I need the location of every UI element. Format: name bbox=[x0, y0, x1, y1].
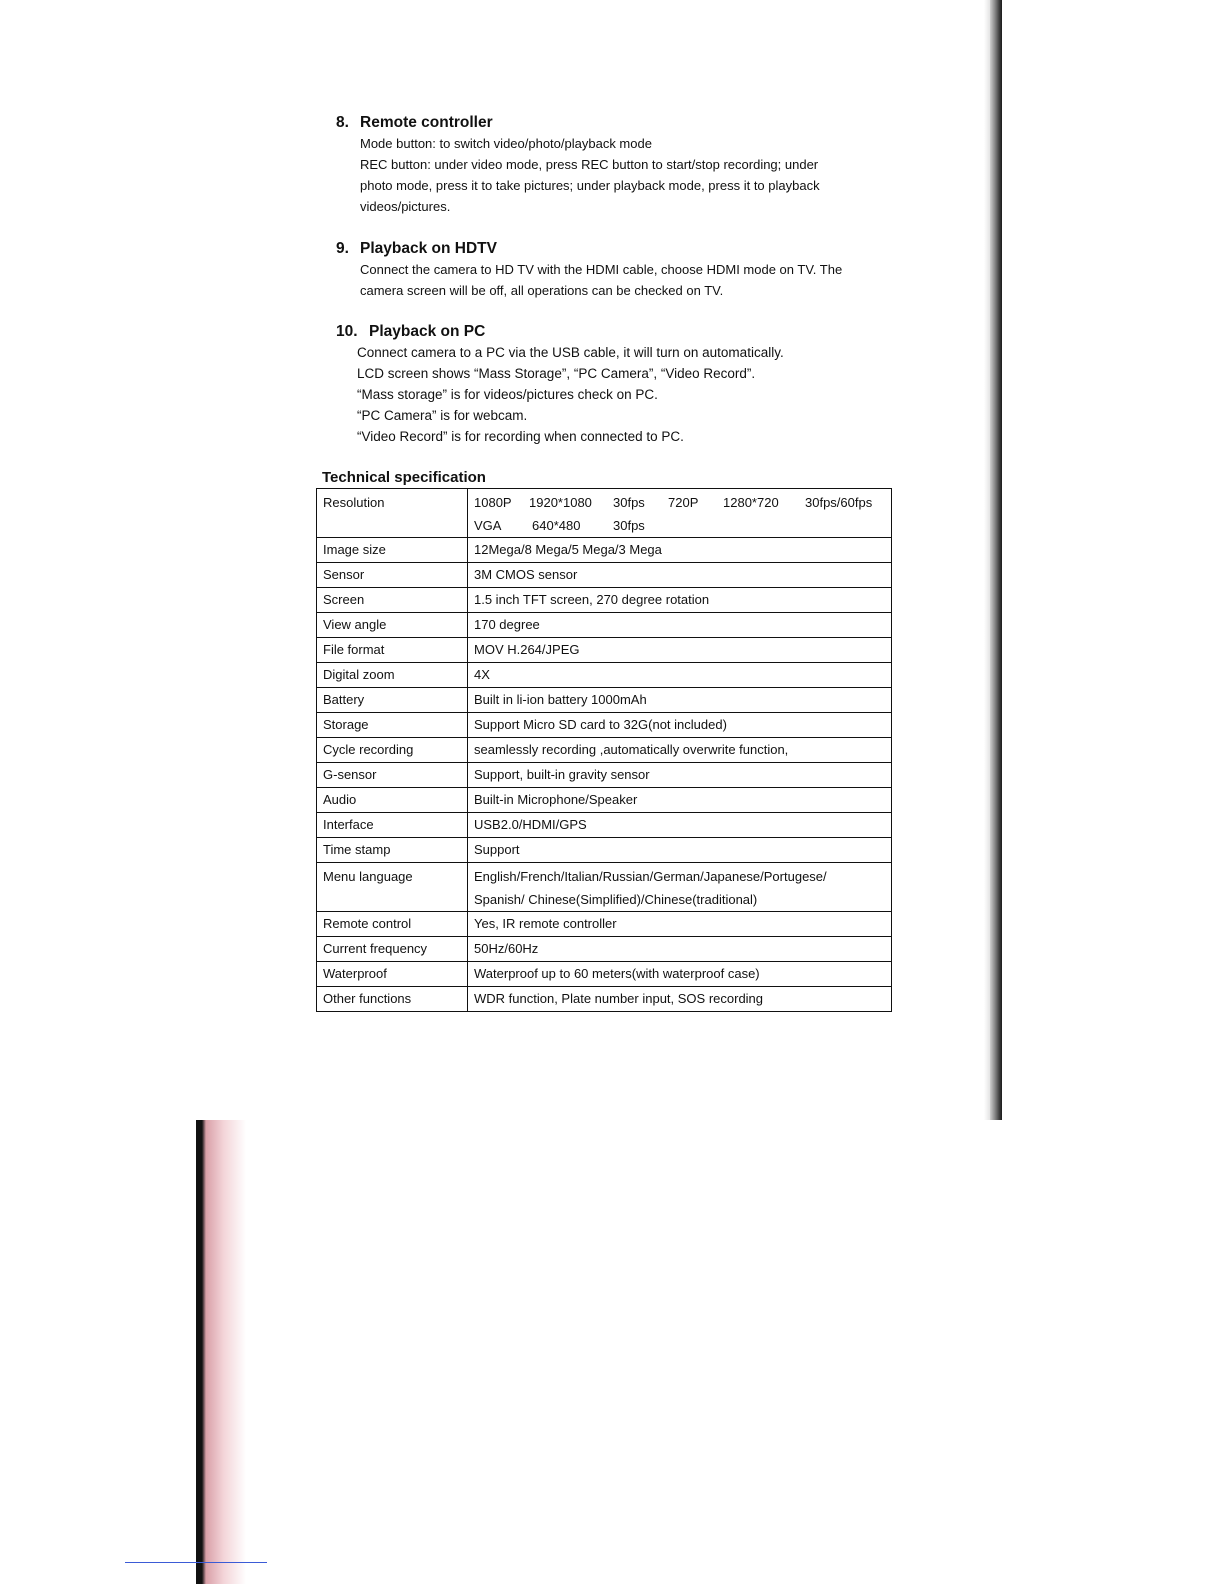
spec-label: Resolution bbox=[317, 489, 468, 538]
spec-label: Digital zoom bbox=[317, 663, 468, 688]
scan-spine-shadow-right bbox=[990, 0, 1002, 1120]
section-number: 8. bbox=[336, 114, 349, 131]
table-row bbox=[317, 962, 892, 987]
spec-label: Menu language bbox=[317, 863, 468, 912]
section-playback-pc bbox=[336, 322, 936, 447]
spec-value: 3M CMOS sensor bbox=[468, 563, 892, 588]
spec-label: Interface bbox=[317, 813, 468, 838]
section-number: 10. bbox=[336, 323, 358, 340]
table-row bbox=[317, 937, 892, 962]
scan-edge-line bbox=[125, 1562, 267, 1563]
table-row bbox=[317, 563, 892, 588]
resolution-part: 640*480 bbox=[532, 518, 581, 533]
body-line: “Mass storage” is for videos/pictures check on PC. bbox=[357, 387, 658, 402]
resolution-part: 720P bbox=[668, 495, 699, 510]
table-row bbox=[317, 912, 892, 937]
spec-label: Sensor bbox=[317, 563, 468, 588]
body-line: “Video Record” is for recording when connected to PC. bbox=[357, 429, 684, 444]
spec-label: View angle bbox=[317, 613, 468, 638]
spec-label: Current frequency bbox=[317, 937, 468, 962]
section-remote-controller bbox=[336, 113, 936, 217]
spec-label: Remote control bbox=[317, 912, 468, 937]
body-line: videos/pictures. bbox=[360, 199, 451, 214]
body-line: camera screen will be off, all operations can be checked on TV. bbox=[360, 283, 724, 298]
table-row bbox=[317, 663, 892, 688]
table-row bbox=[317, 713, 892, 738]
spec-value: 12Mega/8 Mega/5 Mega/3 Mega bbox=[468, 538, 892, 563]
spec-label: Other functions bbox=[317, 987, 468, 1012]
body-line: REC button: under video mode, press REC button to start/stop recording; under bbox=[360, 157, 819, 172]
spec-label: Storage bbox=[317, 713, 468, 738]
section-body bbox=[336, 133, 936, 217]
resolution-part: 30fps bbox=[613, 495, 645, 510]
spec-table-title: Technical specification bbox=[322, 469, 486, 486]
spec-label: Time stamp bbox=[317, 838, 468, 863]
spec-table-body bbox=[317, 489, 892, 1012]
section-heading bbox=[336, 322, 936, 342]
spec-value: Built-in Microphone/Speaker bbox=[468, 788, 892, 813]
table-row bbox=[317, 738, 892, 763]
section-title: Playback on HDTV bbox=[360, 240, 497, 257]
table-row bbox=[317, 987, 892, 1012]
spec-label: Image size bbox=[317, 538, 468, 563]
spec-value: Support Micro SD card to 32G(not included) bbox=[468, 713, 892, 738]
body-line: photo mode, press it to take pictures; under playback mode, press it to playback bbox=[360, 178, 820, 193]
spec-value: Support, built-in gravity sensor bbox=[468, 763, 892, 788]
scan-spine-shadow-left bbox=[196, 1120, 246, 1584]
spec-value-line: Spanish/ Chinese(Simplified)/Chinese(traditional) bbox=[474, 892, 758, 907]
section-heading bbox=[336, 113, 936, 133]
table-row bbox=[317, 763, 892, 788]
section-heading bbox=[336, 239, 936, 259]
table-row bbox=[317, 688, 892, 713]
table-row bbox=[317, 813, 892, 838]
body-line: “PC Camera” is for webcam. bbox=[357, 408, 528, 423]
resolution-part: 1280*720 bbox=[723, 495, 779, 510]
spec-value: seamlessly recording ,automatically overwrite function, bbox=[468, 738, 892, 763]
spec-value: 4X bbox=[468, 663, 892, 688]
section-title: Remote controller bbox=[360, 114, 493, 131]
spec-label: G-sensor bbox=[317, 763, 468, 788]
table-row bbox=[317, 588, 892, 613]
body-line: Connect the camera to HD TV with the HDMI cable, choose HDMI mode on TV. The bbox=[360, 262, 843, 277]
resolution-part: 30fps bbox=[613, 518, 645, 533]
spec-value bbox=[468, 489, 892, 538]
section-playback-hdtv bbox=[336, 239, 936, 301]
body-line: LCD screen shows “Mass Storage”, “PC Camera”, “Video Record”. bbox=[357, 366, 756, 381]
spec-value: WDR function, Plate number input, SOS recording bbox=[468, 987, 892, 1012]
section-title: Playback on PC bbox=[369, 323, 486, 340]
spec-value: 1.5 inch TFT screen, 270 degree rotation bbox=[468, 588, 892, 613]
table-row bbox=[317, 638, 892, 663]
resolution-part: 30fps/60fps bbox=[805, 495, 873, 510]
section-body bbox=[336, 259, 936, 301]
body-line: Connect camera to a PC via the USB cable, it will turn on automatically. bbox=[357, 345, 784, 360]
section-body bbox=[336, 342, 936, 447]
table-row bbox=[317, 613, 892, 638]
spec-value: 170 degree bbox=[468, 613, 892, 638]
body-line: Mode button: to switch video/photo/playback mode bbox=[360, 136, 652, 151]
spec-value: Yes, IR remote controller bbox=[468, 912, 892, 937]
table-row bbox=[317, 489, 892, 538]
spec-value-line: English/French/Italian/Russian/German/Japanese/Portugese/ bbox=[474, 869, 827, 884]
spec-value bbox=[468, 863, 892, 912]
resolution-line bbox=[474, 514, 885, 537]
spec-value: Support bbox=[468, 838, 892, 863]
resolution-part: VGA bbox=[474, 518, 502, 533]
spec-label: Audio bbox=[317, 788, 468, 813]
spec-label: Cycle recording bbox=[317, 738, 468, 763]
spec-value: Waterproof up to 60 meters(with waterproof case) bbox=[468, 962, 892, 987]
resolution-part: 1080P bbox=[474, 495, 512, 510]
table-row bbox=[317, 788, 892, 813]
resolution-line bbox=[474, 491, 885, 514]
resolution-part: 1920*1080 bbox=[529, 495, 592, 510]
spec-label: Waterproof bbox=[317, 962, 468, 987]
spec-label: File format bbox=[317, 638, 468, 663]
table-row bbox=[317, 838, 892, 863]
spec-value: USB2.0/HDMI/GPS bbox=[468, 813, 892, 838]
spec-value: 50Hz/60Hz bbox=[468, 937, 892, 962]
table-row bbox=[317, 538, 892, 563]
spec-label: Battery bbox=[317, 688, 468, 713]
spec-value: Built in li-ion battery 1000mAh bbox=[468, 688, 892, 713]
table-row bbox=[317, 863, 892, 912]
section-number: 9. bbox=[336, 240, 349, 257]
spec-table bbox=[316, 488, 892, 1012]
spec-value: MOV H.264/JPEG bbox=[468, 638, 892, 663]
spec-label: Screen bbox=[317, 588, 468, 613]
